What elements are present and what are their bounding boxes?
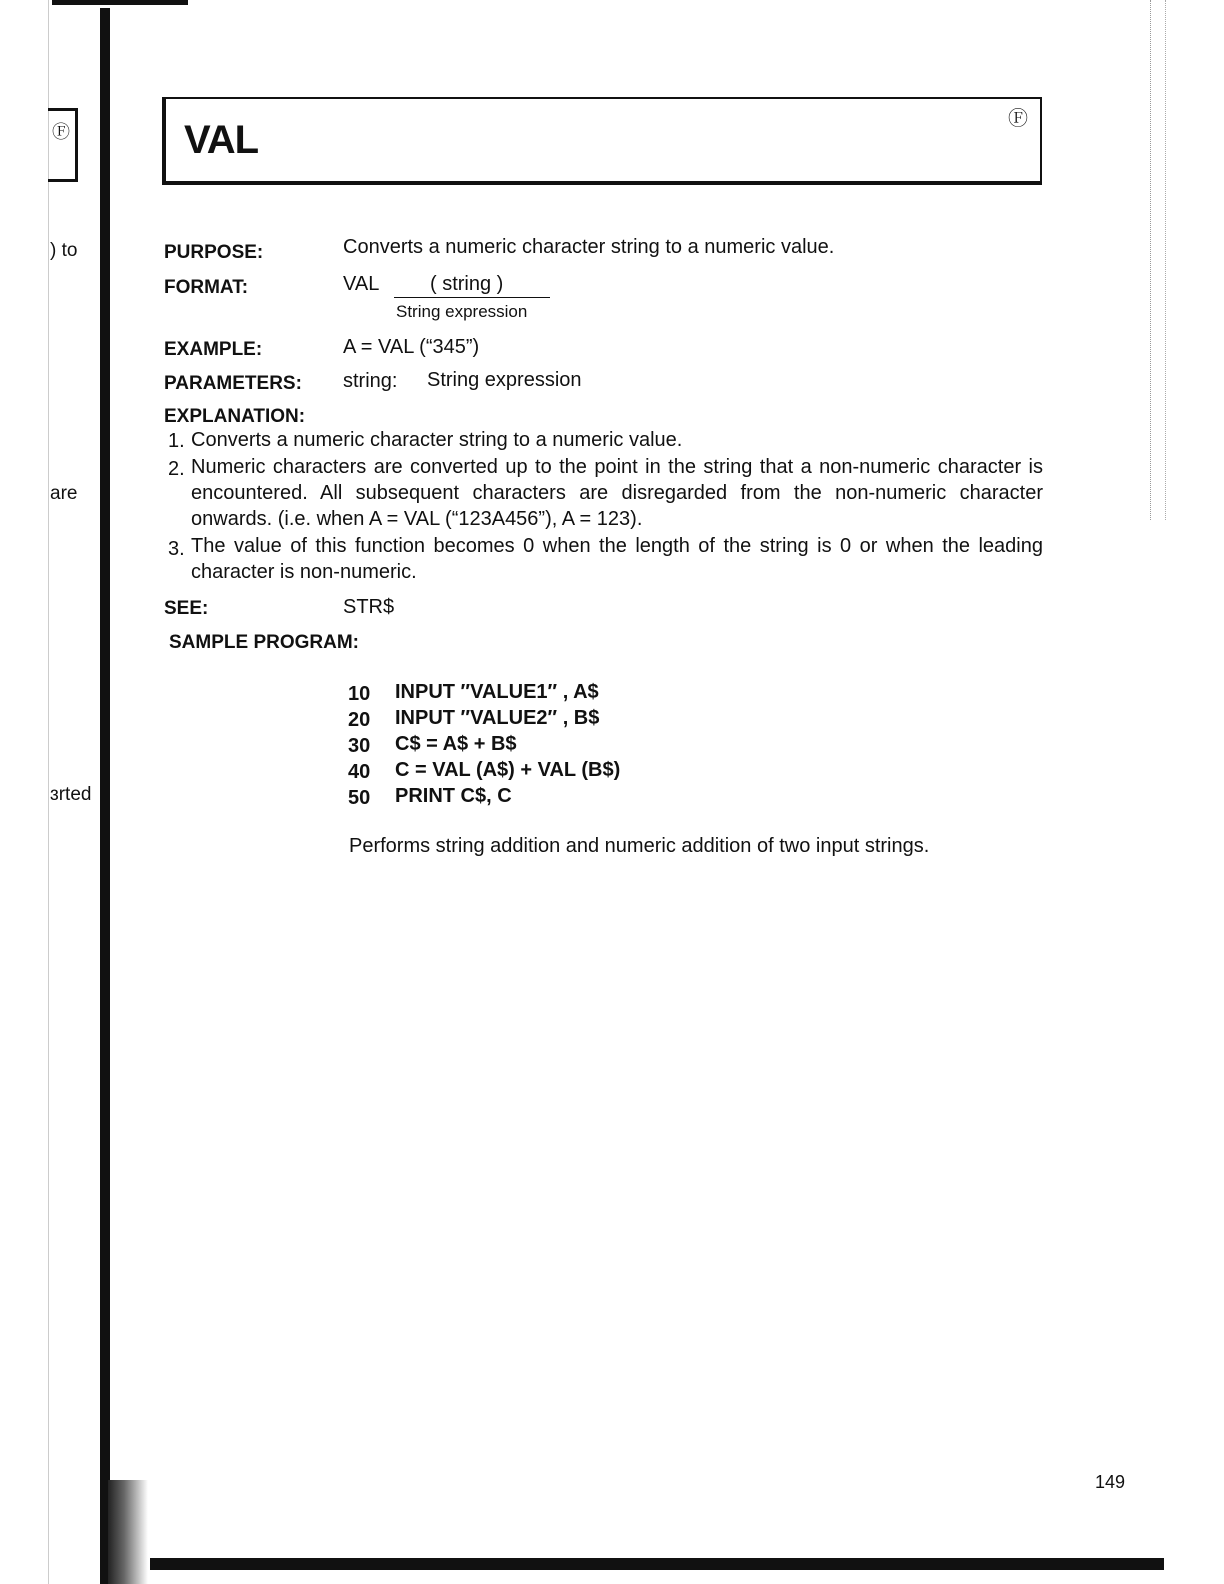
page-title: VAL [184,118,259,162]
facing-page-mark: Ⓕ [52,122,70,142]
facing-page-text: ɜrted [50,784,92,805]
title-box [162,97,1042,185]
list-item-number: 3. [168,538,185,560]
page-number: 149 [1095,1472,1126,1492]
list-item-number: 2. [168,458,185,480]
parameters-label: PARAMETERS: [164,373,302,394]
program-line-code: C = VAL (A$) + VAL (B$) [395,759,621,781]
program-line-number: 30 [348,735,371,757]
parameter-desc: String expression [427,369,582,391]
format-argument: ( string ) [430,273,504,295]
bottom-rule [150,1558,1164,1570]
program-line-number: 50 [348,787,371,809]
list-item: Numeric characters are converted up to the point in the string that a non-numeric character is encountered. All subsequent characters are disregarded from the non-numeric character onwards. (i.e. when A = VAL (“123A456”), A = 123). [191,456,1043,530]
format-note: String expression [396,302,528,321]
program-line-number: 20 [348,709,371,731]
program-caption: Performs string addition and numeric addition of two input strings. [349,835,930,857]
spine-shadow [108,1480,148,1584]
program-line-code: C$ = A$ + B$ [395,733,517,755]
list-item-number: 1. [168,430,185,452]
program-line-number: 10 [348,683,371,705]
program-line-number: 40 [348,761,371,783]
see-label: SEE: [164,598,209,619]
list-item: Converts a numeric character string to a numeric value. [191,429,683,451]
example-text: A = VAL (“345”) [343,336,480,358]
explanation-label: EXPLANATION: [164,406,306,427]
top-rule [52,0,188,5]
right-edge-artifact [1150,0,1166,520]
example-label: EXAMPLE: [164,339,263,360]
program-line-code: INPUT ″VALUE2″ , B$ [395,707,600,729]
facing-page-text: ) to [50,240,78,261]
see-text: STR$ [343,596,395,618]
program-line-code: INPUT ″VALUE1″ , A$ [395,681,599,703]
program-line-code: PRINT C$, C [395,785,512,807]
format-underline [394,297,550,298]
list-item: The value of this function becomes 0 when the length of the string is 0 or when the leading character is non-numeric. [191,535,1043,583]
format-keyword: VAL [343,273,380,295]
page-edge-left [48,0,49,1584]
purpose-text: Converts a numeric character string to a numeric value. [343,236,835,258]
facing-page-text: are [50,483,78,504]
purpose-label: PURPOSE: [164,242,264,263]
parameter-name: string: [343,370,398,392]
format-label: FORMAT: [164,277,249,298]
book-spine [100,8,110,1584]
sample-program-label: SAMPLE PROGRAM: [169,632,359,653]
f-circle-icon: Ⓕ [1008,108,1028,130]
